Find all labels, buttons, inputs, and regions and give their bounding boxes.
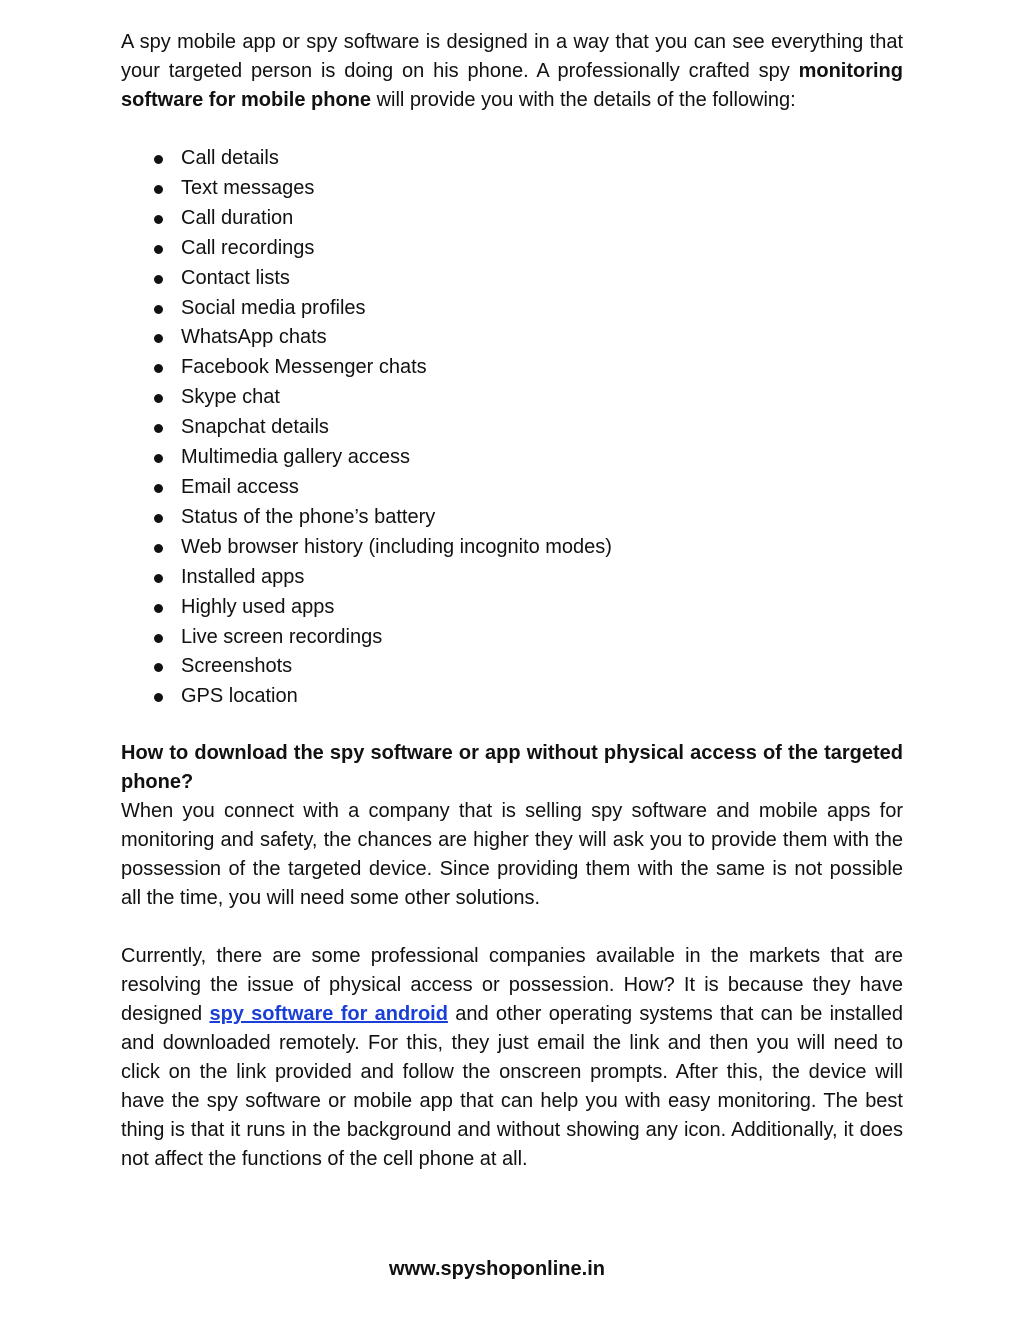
bullet-icon (154, 693, 163, 702)
feature-item (121, 652, 903, 682)
feature-item (121, 144, 903, 174)
bullet-icon (154, 245, 163, 254)
feature-label: Text messages (181, 176, 315, 199)
bullet-icon (154, 394, 163, 403)
feature-item (121, 353, 903, 383)
bullet-icon (154, 305, 163, 314)
feature-list (121, 144, 903, 712)
intro-paragraph (121, 28, 903, 115)
bullet-icon (154, 484, 163, 493)
bullet-icon (154, 424, 163, 433)
feature-label: Call duration (181, 206, 294, 229)
feature-label: Contact lists (181, 266, 290, 289)
feature-item (121, 383, 903, 413)
intro-text-start: A spy mobile app or spy software is designed in a way that you can see everything that your targeted person is doing on his phone. A professionally crafted spy (121, 31, 903, 82)
feature-label: Live screen recordings (181, 625, 383, 648)
bullet-icon (154, 544, 163, 553)
feature-item (121, 323, 903, 353)
feature-label: Web browser history (including incognito modes) (181, 535, 612, 558)
section-paragraph-2 (121, 942, 903, 1174)
bullet-icon (154, 514, 163, 523)
feature-item (121, 264, 903, 294)
feature-label: Multimedia gallery access (181, 446, 410, 469)
feature-item (121, 443, 903, 473)
feature-item (121, 533, 903, 563)
feature-item (121, 563, 903, 593)
bullet-icon (154, 185, 163, 194)
feature-item (121, 174, 903, 204)
feature-item (121, 593, 903, 623)
bullet-icon (154, 604, 163, 613)
bullet-icon (154, 574, 163, 583)
feature-item (121, 682, 903, 712)
bullet-icon (154, 155, 163, 164)
page-footer (0, 1255, 1024, 1283)
bullet-icon (154, 364, 163, 373)
feature-label: GPS location (181, 685, 298, 708)
feature-label: Status of the phone’s battery (181, 505, 436, 528)
bullet-icon (154, 334, 163, 343)
intro-text-end: will provide you with the details of the following: (371, 89, 796, 111)
feature-item (121, 473, 903, 503)
feature-item (121, 413, 903, 443)
feature-label: Call details (181, 147, 279, 169)
feature-label: Snapchat details (181, 416, 329, 439)
footer-url: www.spyshoponline.in (389, 1258, 605, 1280)
feature-label: Skype chat (181, 386, 280, 409)
bullet-icon (154, 454, 163, 463)
feature-label: WhatsApp chats (181, 326, 327, 349)
feature-label: Email access (181, 475, 299, 498)
feature-label: Call recordings (181, 236, 315, 259)
feature-label: Social media profiles (181, 296, 366, 319)
section-heading: How to download the spy software or app without physical access of the targeted phone? (121, 742, 903, 794)
spy-software-android-link[interactable]: spy software for android (209, 1003, 448, 1026)
paragraph-2-text-end: and other operating systems that can be installed and downloaded remotely. For this, they just email the link and then you will need to click on the link provided and follow the onscreen prompts. After this, the device will have the spy software or mobile app that can help you with easy monitoring. The best thing is that it runs in the background and without showing any icon. Additionally, it does not affect the functions of the cell phone at all. (121, 1003, 903, 1171)
feature-item (121, 204, 903, 234)
feature-item (121, 294, 903, 324)
feature-label: Highly used apps (181, 595, 335, 618)
feature-item (121, 503, 903, 533)
bullet-icon (154, 663, 163, 672)
feature-label: Installed apps (181, 565, 305, 588)
feature-item (121, 234, 903, 264)
document-page (121, 28, 903, 1174)
feature-item (121, 623, 903, 653)
intro-bold-phrase: monitoring software for mobile phone (121, 60, 903, 111)
bullet-icon (154, 275, 163, 284)
bullet-icon (154, 215, 163, 224)
feature-label: Facebook Messenger chats (181, 356, 427, 379)
section-paragraph-1: When you connect with a company that is selling spy software and mobile apps for monitoring and safety, the chances are higher they will ask you to provide them with the possession of the targeted device. Since providing them with the same is not possible all the time, you will need some other solutions. (121, 800, 903, 910)
paragraph-2-text-start: Currently, there are some professional companies available in the markets that are resolving the issue of physical access or possession. How? It is because they have designed (121, 945, 903, 1026)
bullet-icon (154, 634, 163, 643)
feature-label: Screenshots (181, 655, 293, 678)
